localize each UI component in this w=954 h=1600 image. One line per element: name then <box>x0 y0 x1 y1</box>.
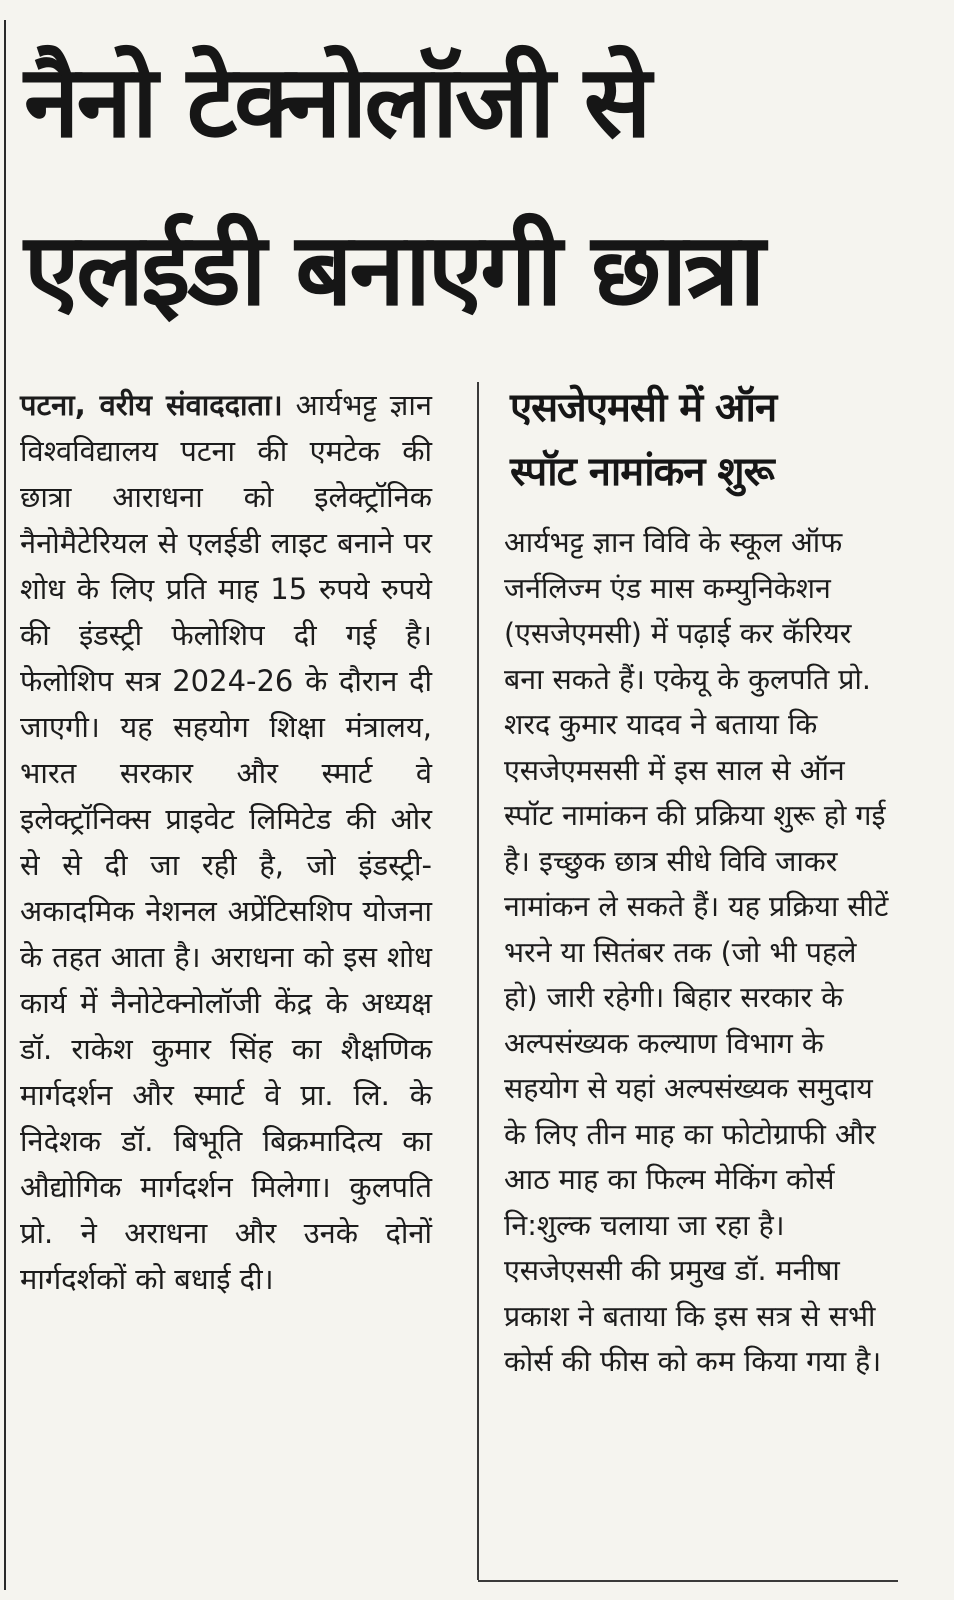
side-headline-line-2: स्पॉट नामांकन शुरू <box>510 449 774 495</box>
main-headline-line-2: एलईडी बनाएगी छात्रा <box>24 211 763 328</box>
main-article <box>20 382 432 1302</box>
dateline: पटना, वरीय संवाददाता। <box>20 388 283 422</box>
left-border-rule <box>4 20 6 1590</box>
side-headline-line-1: एसजेएमसी में ऑन <box>510 385 777 431</box>
main-article-body: आर्यभट्ट ज्ञान विश्वविद्यालय पटना की एमटेक की छात्रा आराधना को इलेक्ट्रॉनिक नैनोमैटेरियल से एलईडी लाइट बनाने पर शोध के लिए प्रति माह 15 रुपये रुपये की इंडस्ट्री फेलोशिप दी गई है। फेलोशिप सत्र 2024-26 के दौरान दी जाएगी। यह सहयोग शिक्षा मंत्रालय, भारत सरकार और स्मार्ट वे इलेक्ट्रॉनिक्स प्राइवेट लिमिटेड की ओर से से दी जा रही है, जो इंडस्ट्री-अकादमिक नेशनल अप्रेंटिसशिप योजना के तहत आता है। अराधना को इस शोध कार्य में नैनोटेक्नोलॉजी केंद्र के अध्यक्ष डॉ. राकेश कुमार सिंह का शैक्षणिक मार्गदर्शन और स्मार्ट वे प्रा. लि. के निदेशक डॉ. बिभूति बिक्रमादित्य का औद्योगिक मार्गदर्शन मिलेगा। कुलपति प्रो. ने अराधना और उनके दोनों मार्गदर्शकों को बधाई दी। <box>20 388 432 1296</box>
main-headline <box>24 18 924 354</box>
column-divider <box>477 382 479 1580</box>
side-article-headline <box>510 376 910 504</box>
side-article-body: आर्यभट्ट ज्ञान विवि के स्कूल ऑफ जर्नलिज्म एंड मास कम्युनिकेशन (एसजेएमसी) में पढ़ाई कर कॅरियर बना सकते हैं। एकेयू के कुलपति प्रो. शरद कुमार यादव ने बताया कि एसजेएमससी में इस साल से ऑन स्पॉट नामांकन की प्रक्रिया शुरू हो गई है। इच्छुक छात्र सीधे विवि जाकर नामांकन ले सकते हैं। यह प्रक्रिया सीटें भरने या सितंबर तक (जो भी पहले हो) जारी रहेगी। बिहार सरकार के अल्पसंख्यक कल्याण विभाग के सहयोग से यहां अल्पसंख्यक समुदाय के लिए तीन माह का फोटोग्राफी और आठ माह का फिल्म मेकिंग कोर्स नि:शुल्क चलाया जा रहा है। एसजेएससी की प्रमुख डॉ. मनीषा प्रकाश ने बताया कि इस सत्र से सभी कोर्स की फीस को कम किया गया है। <box>504 526 889 1378</box>
bottom-rule <box>478 1580 898 1582</box>
main-headline-line-1: नैनो टेक्नोलॉजी से <box>24 43 649 160</box>
